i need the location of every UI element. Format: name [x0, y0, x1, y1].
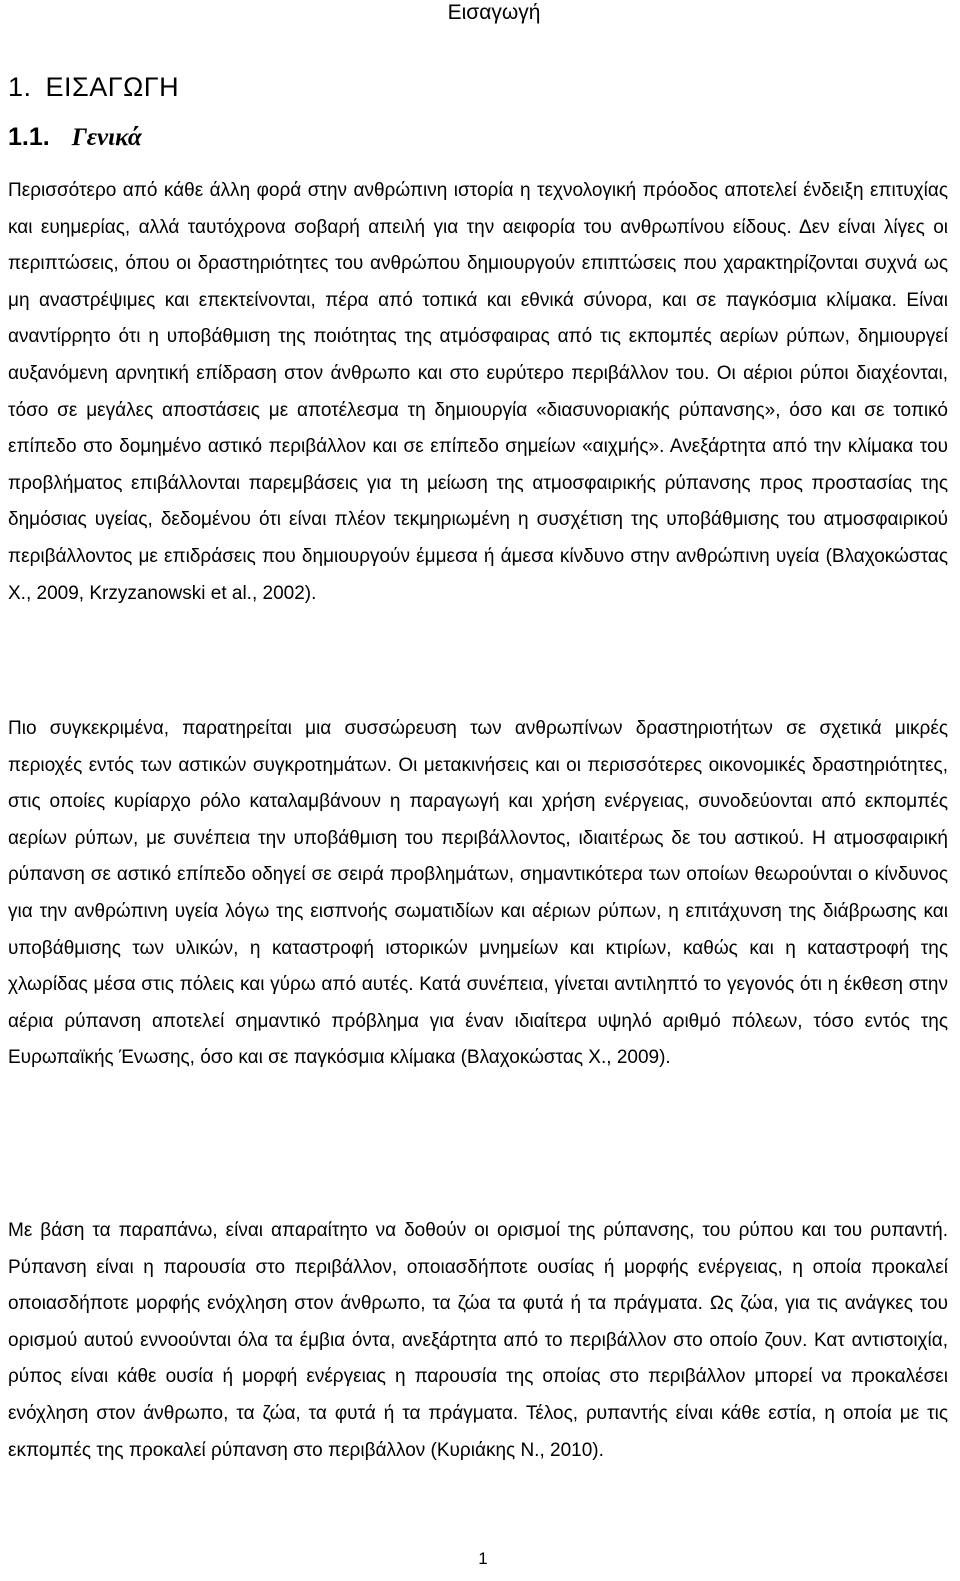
section-number: 1.1.: [8, 123, 50, 151]
paragraph-2-part-a: Πιο συγκεκριμένα, παρατηρείται μια συσσώρευση των ανθρωπίνων δραστηριοτήτων σε σχετικά μικρές περιοχές εντός των αστικών συγκροτημάτων.: [8, 718, 948, 776]
paragraph-2-part-b: Οι μετακινήσεις και οι περισσότερες οικονομικές δραστηριότητες, στις οποίες κυρίαρχο ρόλο καταλαμβάνουν η παραγωγή και χρήση ενέργειας, συνοδεύονται από εκπομπές αερίων ρύπων, με συνέπεια την υποβάθμιση του περιβάλλοντος, ιδιαιτέρως δε του αστικού.: [8, 754, 948, 849]
chapter-heading: [8, 70, 179, 104]
paragraph-2-part-c: Η ατμοσφαιρική ρύπανση σε αστικό επίπεδο οδηγεί σε σειρά προβλημάτων, σημαντικότερα των οποίων θεωρούνται ο κίνδυνος για την ανθρώπινη υγεία λόγω της εισπνοής σωματιδίων και αέριων ρύπων, η επιτάχυνση της διάβρωσης και υποβάθμισης των υλικών, η καταστροφή ιστορικών μνημείων και κτιρίων, καθώς και η καταστροφή της χλωρίδας μέσα στις πόλεις και γύρω από αυτές. Κατά συνέπεια, γίνεται αντιληπτό το γεγονός ότι η έκθεση στην αέρια ρύπανση αποτελεί σημαντικό πρόβλημα για έναν ιδιαίτερα υψηλό αριθμό πόλεων, τόσο εντός της Ευρωπαϊκής Ένωσης, όσο και σε παγκόσμια κλίμακα (Βλαχοκώστας Χ., 2009).: [8, 827, 948, 1069]
chapter-title: ΕΙΣΑΓΩΓΗ: [45, 72, 180, 102]
paragraph-2: [8, 711, 948, 1077]
section-title: Γενικά: [71, 124, 142, 151]
paragraph-1-part-c: Ανεξάρτητα από την κλίμακα του προβλήματος επιβάλλονται παρεμβάσεις για τη μείωση της ατμοσφαιρικής ρύπανσης προς προστασίας της δημόσιας υγείας, δεδομένου ότι είναι πλέον τεκμηριωμένη η συσχέτιση της υποβάθμισης του ατμοσφαιρικού περιβάλλοντος με επιδράσεις που δημιουργούν έμμεσα ή άμεσα κίνδυνο στην ανθρώπινη υγεία (Βλαχοκώστας Χ., 2009, Krzyzanowski et al., 2002).: [8, 436, 949, 604]
chapter-number: 1.: [8, 72, 32, 102]
paragraph-3-part-a: Με βάση τα παραπάνω, είναι απαραίτητο να δοθούν οι ορισμοί της ρύπανσης, του ρύπου και του ρυπαντή.: [8, 1220, 948, 1241]
page-number: 1: [478, 1549, 488, 1568]
paragraph-3: [8, 1213, 948, 1469]
paragraph-1: [8, 173, 948, 612]
paragraph-3-part-b: Ρύπανση είναι η παρουσία στο περιβάλλον, οποιασδήποτε ουσίας ή μορφής ενέργειας, η οποία προκαλεί οποιασδήποτε μορφής ενόχληση στον άνθρωπο, τα ζώα τα φυτά ή τα πράγματα. Ως ζώα, για τις ανάγκες του ορισμού αυτού εννοούνται όλα τα έμβια όντα, ανεξάρτητα από το περιβάλλον στο οποίο ζουν. Κατ αντιστοιχία, ρύπος είναι κάθε ουσία ή μορφή ενέργειας η παρουσία της οποίας στο περιβάλλον μπορεί να προκαλέσει ενόχληση στον άνθρωπο, τα ζώα, τα φυτά ή τα πράγματα. Τέλος, ρυπαντής είναι κάθε εστία, η οποία με τις εκπομπές της προκαλεί ρύπανση στο περιβάλλον (Κυριάκης Ν., 2010).: [8, 1256, 948, 1461]
paragraph-1-part-b: Δεν είναι λίγες οι περιπτώσεις, όπου οι δραστηριότητες του ανθρώπου δημιουργούν επιπτώσεις που χαρακτηρίζονται συχνά ως μη αναστρέψιμες και επεκτείνονται, πέρα από τοπικά και εθνικά σύνορα, και σε παγκόσμια κλίμακα. Είναι αναντίρρητο ότι η υποβάθμιση της ποιότητας της ατμόσφαιρας από τις εκπομπές αερίων ρύπων, δημιουργεί αυξανόμενη αρνητική επίδραση στον άνθρωπο και στο ευρύτερο περιβάλλον του. Οι αέριοι ρύποι διαχέονται, τόσο σε μεγάλες αποστάσεις με αποτέλεσμα τη δημιουργία «διασυνοριακής ρύπανσης», όσο και σε τοπικό επίπεδο στο δομημένο αστικό περιβάλλον και σε επίπεδο σημείων «αιχμής».: [8, 216, 948, 458]
section-heading: [8, 121, 142, 154]
paragraph-1-part-a: Περισσότερο από κάθε άλλη φορά στην ανθρώπινη ιστορία η τεχνολογική πρόοδος αποτελεί ένδειξη επιτυχίας και ευημερίας, αλλά ταυτόχρονα σοβαρή απειλή για την αειφορία του ανθρωπίνου είδους.: [8, 180, 948, 238]
running-header: Εισαγωγή: [447, 1, 541, 24]
